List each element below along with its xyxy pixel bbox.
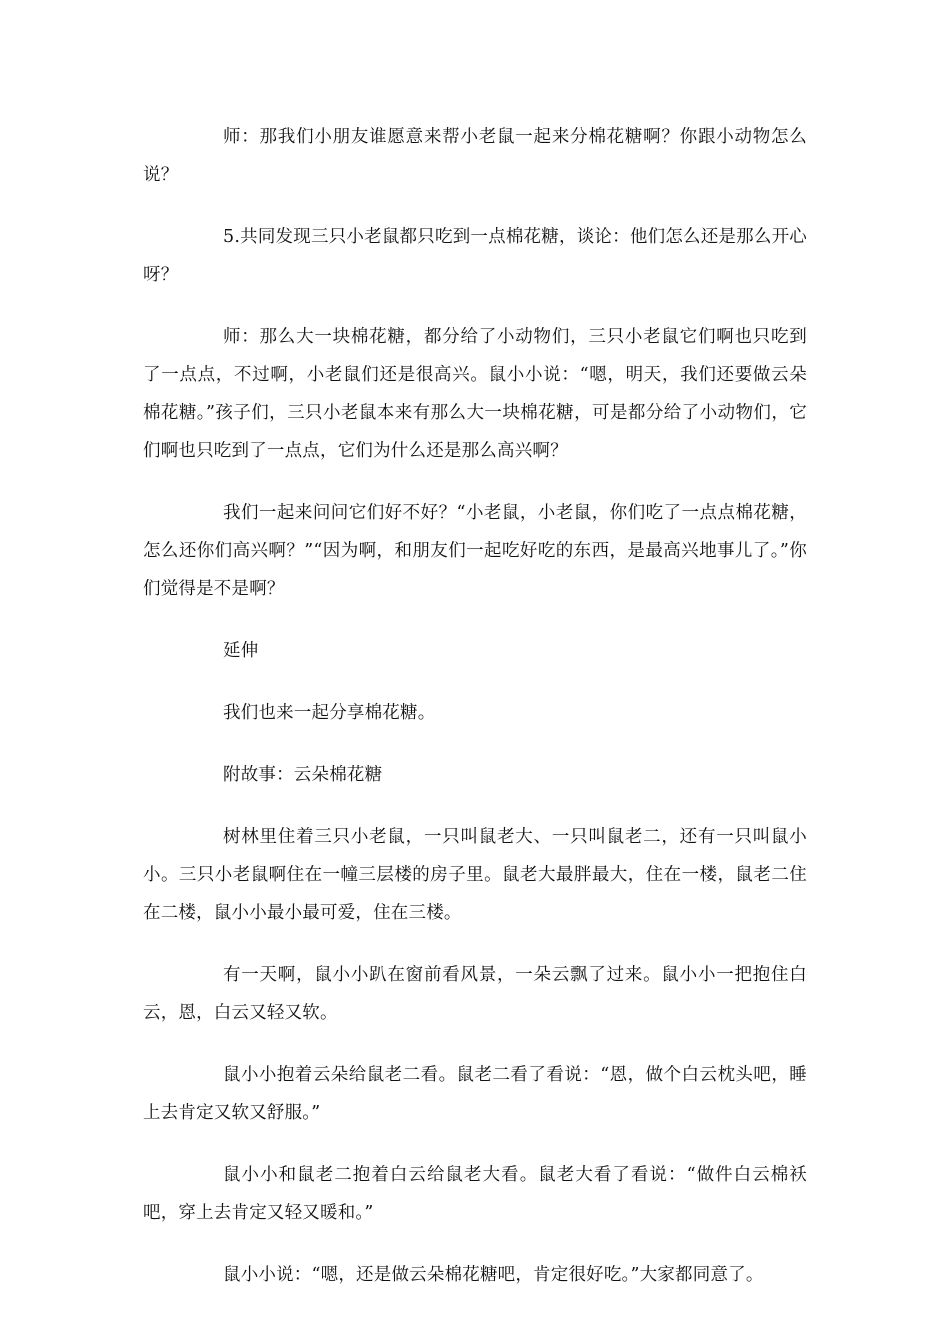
paragraph-ask-mice: 我们一起来问问它们好不好？“小老鼠，小老鼠，你们吃了一点点棉花糖，怎么还你们高兴啊？”“因为啊，和朋友们一起吃好吃的东西，是最高兴地事儿了。”你们觉得是不是啊？: [143, 503, 807, 599]
document-body: [143, 118, 807, 1318]
paragraph-step-5: 5.共同发现三只小老鼠都只吃到一点棉花糖，谈论：他们怎么还是那么开心呀？: [143, 227, 807, 285]
story-paragraph: 树林里住着三只小老鼠，一只叫鼠老大、一只叫鼠老二，还有一只叫鼠小小。三只小老鼠啊住在一幢三层楼的房子里。鼠老大最胖最大，住在一楼，鼠老二住在二楼，鼠小小最小最可爱，住在三楼。: [143, 827, 807, 923]
story-paragraph: 鼠小小抱着云朵给鼠老二看。鼠老二看了看说：“恩，做个白云枕头吧，睡上去肯定又软又舒服。”: [143, 1065, 807, 1123]
paragraph-teacher-discussion: 师：那么大一块棉花糖，都分给了小动物们，三只小老鼠它们啊也只吃到了一点点，不过啊，小老鼠们还是很高兴。鼠小小说：“嗯，明天，我们还要做云朵棉花糖。”孩子们，三只小老鼠本来有那么大一块棉花糖，可是都分给了小动物们，它们啊也只吃到了一点点，它们为什么还是那么高兴啊？: [143, 327, 807, 461]
paragraph-share: 我们也来一起分享棉花糖。: [223, 703, 436, 723]
story-paragraph: 鼠小小说：“嗯，还是做云朵棉花糖吧，肯定很好吃。”大家都同意了。: [223, 1265, 764, 1285]
story-title: 附故事：云朵棉花糖: [223, 765, 383, 785]
section-heading-extension: 延伸: [223, 641, 259, 661]
story-paragraph: 鼠小小和鼠老二抱着白云给鼠老大看。鼠老大看了看说：“做件白云棉袄吧，穿上去肯定又轻又暖和。”: [143, 1165, 807, 1223]
story-paragraph: 有一天啊，鼠小小趴在窗前看风景，一朵云飘了过来。鼠小小一把抱住白云，恩，白云又轻又软。: [143, 965, 807, 1023]
paragraph-teacher-question: 师：那我们小朋友谁愿意来帮小老鼠一起来分棉花糖啊？你跟小动物怎么说？: [143, 127, 807, 185]
